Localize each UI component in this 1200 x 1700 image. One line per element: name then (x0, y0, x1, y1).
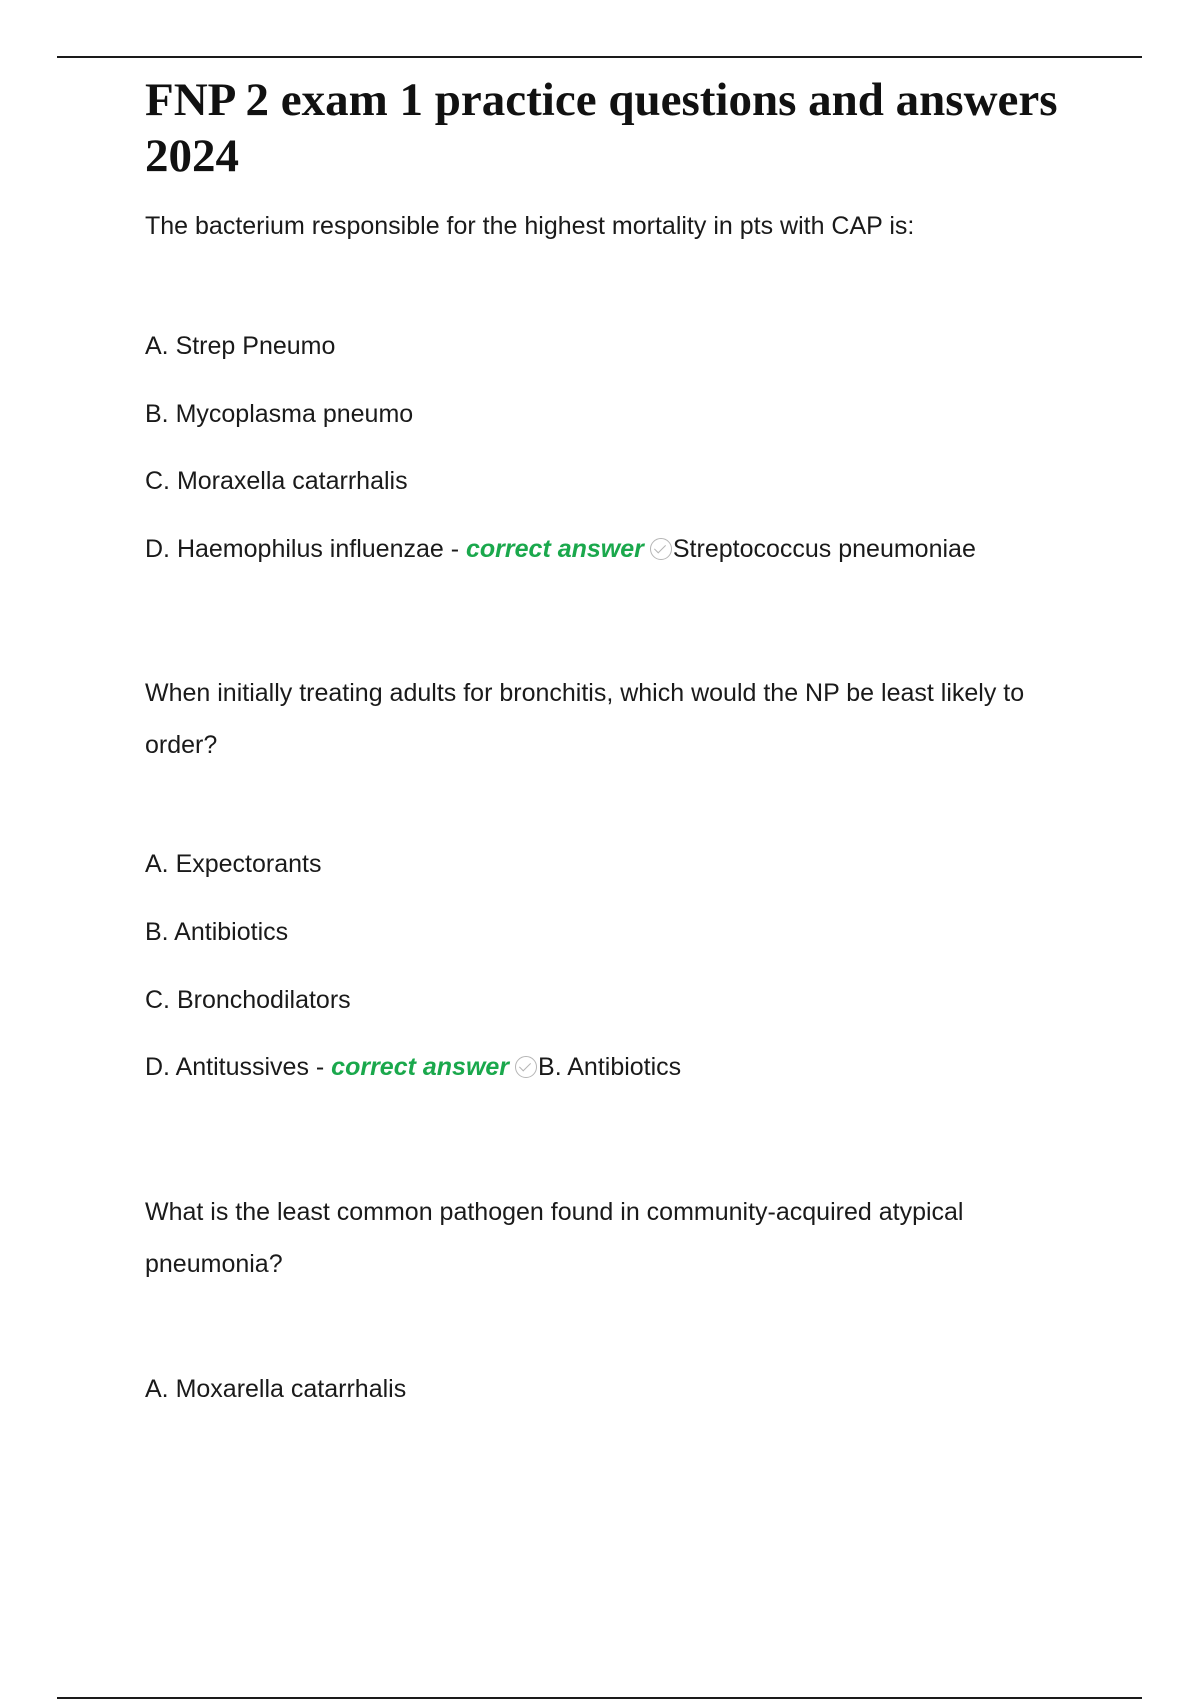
question-1-text: The bacterium responsible for the highest mortality in pts with CAP is: (145, 212, 915, 240)
check-circle-icon (650, 538, 672, 560)
question-2-correct-label: correct answer (331, 1053, 510, 1081)
question-1-option-b: B. Mycoplasma pneumo (145, 400, 414, 428)
question-1-option-d-line (145, 532, 1100, 566)
question-2-option-c: C. Bronchodilators (145, 986, 351, 1014)
question-3-option-a: A. Moxarella catarrhalis (145, 1375, 407, 1403)
question-1-answer: Streptococcus pneumoniae (672, 535, 976, 563)
check-circle-icon (515, 1056, 537, 1078)
bottom-rule (57, 1697, 1142, 1699)
question-2-answer: B. Antibiotics (538, 1053, 682, 1081)
question-1-option-a: A. Strep Pneumo (145, 332, 336, 360)
top-rule (57, 56, 1142, 58)
question-3-text: What is the least common pathogen found in community-acquired atypical pneumonia? (145, 1198, 964, 1278)
question-1-correct-label: correct answer (466, 535, 644, 563)
question-2-option-b: B. Antibiotics (145, 918, 289, 946)
question-1-option-d: D. Haemophilus influenzae - (145, 535, 466, 563)
document-title: FNP 2 exam 1 practice questions and answers 2024 (145, 74, 1058, 182)
document-body (145, 72, 1100, 1406)
question-2-option-d: D. Antitussives - (145, 1053, 332, 1081)
question-2-text: When initially treating adults for bronchitis, which would the NP be least likely to order? (145, 679, 1025, 759)
question-2-option-a: A. Expectorants (145, 850, 322, 878)
question-1-option-c: C. Moraxella catarrhalis (145, 467, 408, 495)
question-2-option-d-line (145, 1050, 1100, 1084)
